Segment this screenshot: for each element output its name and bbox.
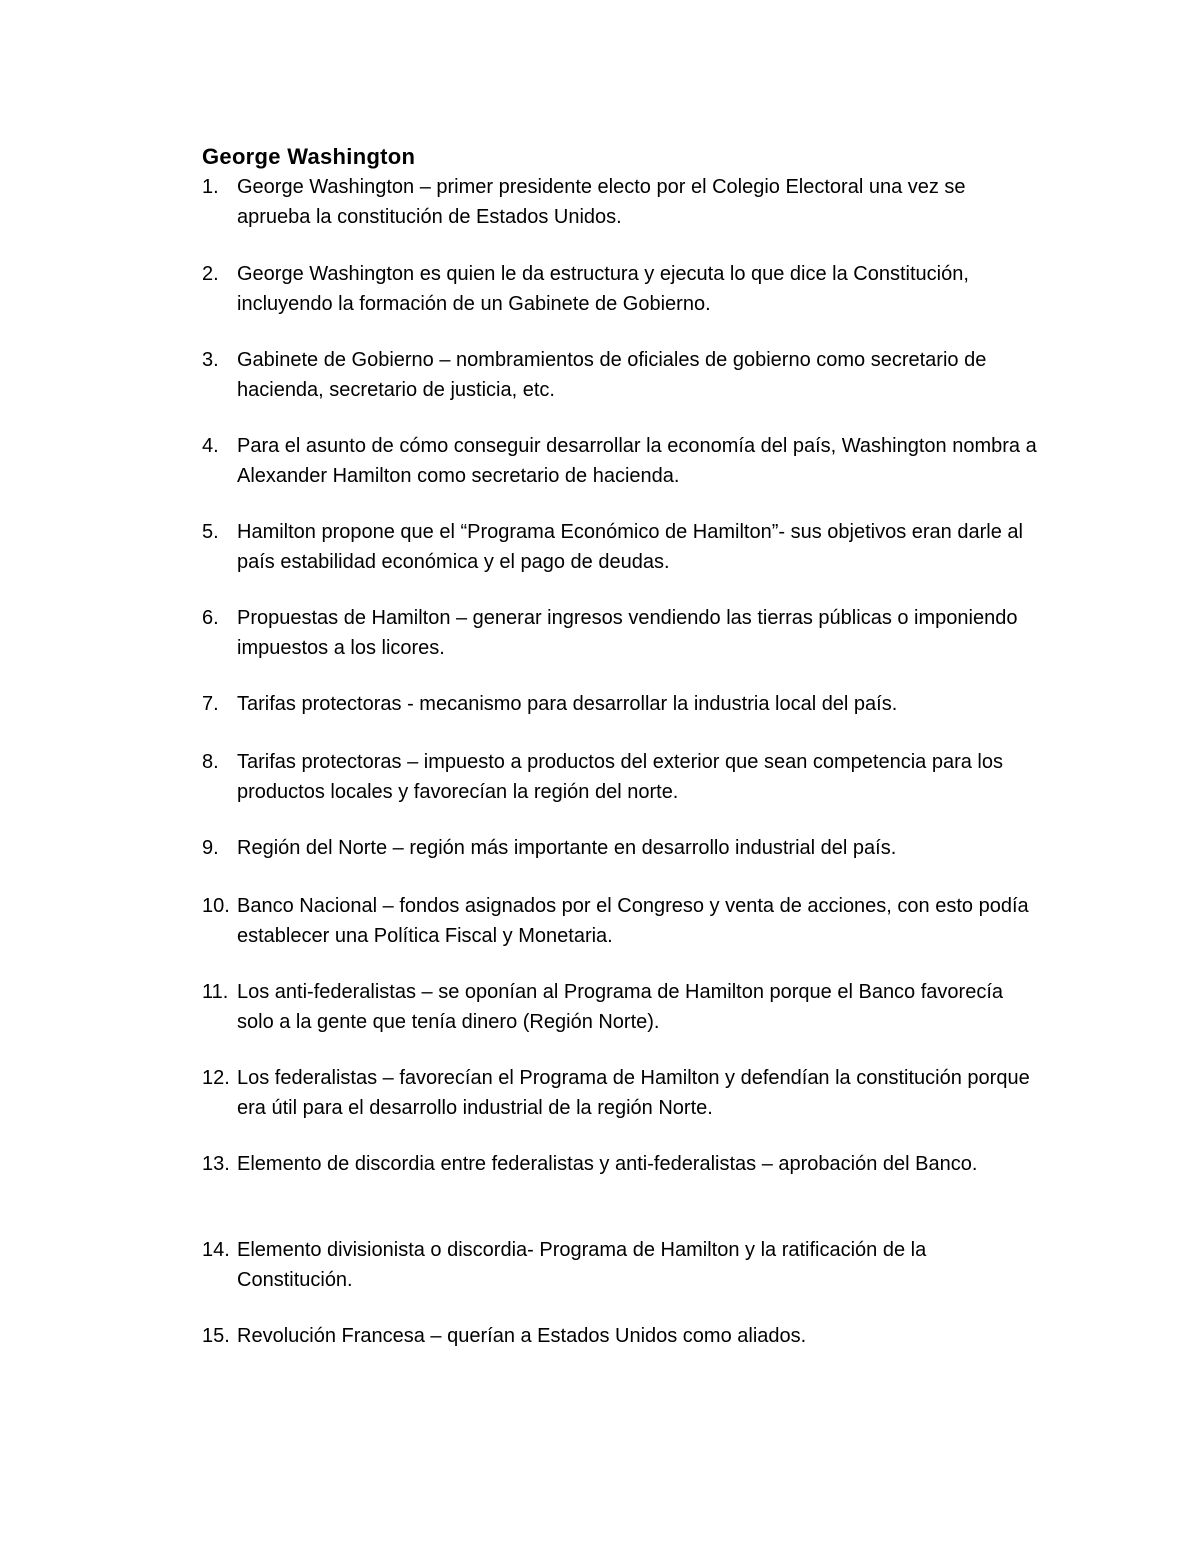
item-text: Tarifas protectoras – impuesto a productos del exterior que sean competencia para los productos locales y favorecían la región del norte. — [237, 751, 1003, 803]
list-item — [202, 603, 1042, 663]
item-text: Banco Nacional – fondos asignados por el Congreso y venta de acciones, con esto podía establecer una Política Fiscal y Monetaria. — [237, 895, 1029, 947]
item-text: Tarifas protectoras - mecanismo para desarrollar la industria local del país. — [237, 693, 898, 715]
item-text: Hamilton propone que el “Programa Económico de Hamilton”- sus objetivos eran darle al país estabilidad económica y el pago de deudas. — [237, 521, 1023, 573]
item-number: 13. — [202, 1153, 230, 1175]
list-item — [202, 833, 1042, 863]
item-number: 3. — [202, 349, 219, 371]
list-item — [202, 747, 1042, 807]
item-number: 1. — [202, 176, 219, 198]
list-item — [202, 517, 1042, 577]
list-item — [202, 689, 1042, 719]
item-number: 11. — [202, 981, 229, 1003]
item-text: Los federalistas – favorecían el Programa de Hamilton y defendían la constitución porque era útil para el desarrollo industrial de la región Norte. — [237, 1067, 1030, 1119]
document-title: George Washington — [202, 144, 416, 169]
list-item — [202, 977, 1042, 1037]
item-text: Revolución Francesa – querían a Estados Unidos como aliados. — [237, 1325, 807, 1347]
item-text: Región del Norte – región más importante en desarrollo industrial del país. — [237, 837, 897, 859]
list-item — [202, 1235, 1042, 1295]
list-item — [202, 431, 1042, 491]
item-text: Para el asunto de cómo conseguir desarrollar la economía del país, Washington nombra a Alexander Hamilton como secretario de hacienda. — [237, 435, 1037, 487]
item-number: 7. — [202, 693, 219, 715]
item-number: 10. — [202, 895, 230, 917]
item-number: 15. — [202, 1325, 230, 1347]
list-item — [202, 891, 1042, 951]
item-number: 12. — [202, 1067, 230, 1089]
item-number: 4. — [202, 435, 219, 457]
item-number: 6. — [202, 607, 219, 629]
item-text: George Washington – primer presidente electo por el Colegio Electoral una vez se aprueba la constitución de Estados Unidos. — [237, 176, 966, 228]
item-text: Elemento divisionista o discordia- Programa de Hamilton y la ratificación de la Constitución. — [237, 1239, 927, 1291]
item-number: 5. — [202, 521, 219, 543]
item-text: George Washington es quien le da estructura y ejecuta lo que dice la Constitución, incluyendo la formación de un Gabinete de Gobierno. — [237, 263, 969, 315]
list-item — [202, 1149, 1042, 1179]
item-text: Los anti-federalistas – se oponían al Programa de Hamilton porque el Banco favorecía solo a la gente que tenía dinero (Región Norte). — [237, 981, 1004, 1033]
item-text: Elemento de discordia entre federalistas y anti-federalistas – aprobación del Banco. — [237, 1153, 978, 1175]
list-item — [202, 1321, 1042, 1351]
item-text: Gabinete de Gobierno – nombramientos de oficiales de gobierno como secretario de hacienda, secretario de justicia, etc. — [237, 349, 987, 401]
item-number: 8. — [202, 751, 219, 773]
item-text: Propuestas de Hamilton – generar ingresos vendiendo las tierras públicas o imponiendo impuestos a los licores. — [237, 607, 1018, 659]
item-number: 2. — [202, 263, 219, 285]
list-item — [202, 345, 1042, 405]
item-number: 14. — [202, 1239, 230, 1261]
item-number: 9. — [202, 837, 219, 859]
list-item — [202, 172, 1042, 232]
list-item — [202, 259, 1042, 319]
list-item — [202, 1063, 1042, 1123]
